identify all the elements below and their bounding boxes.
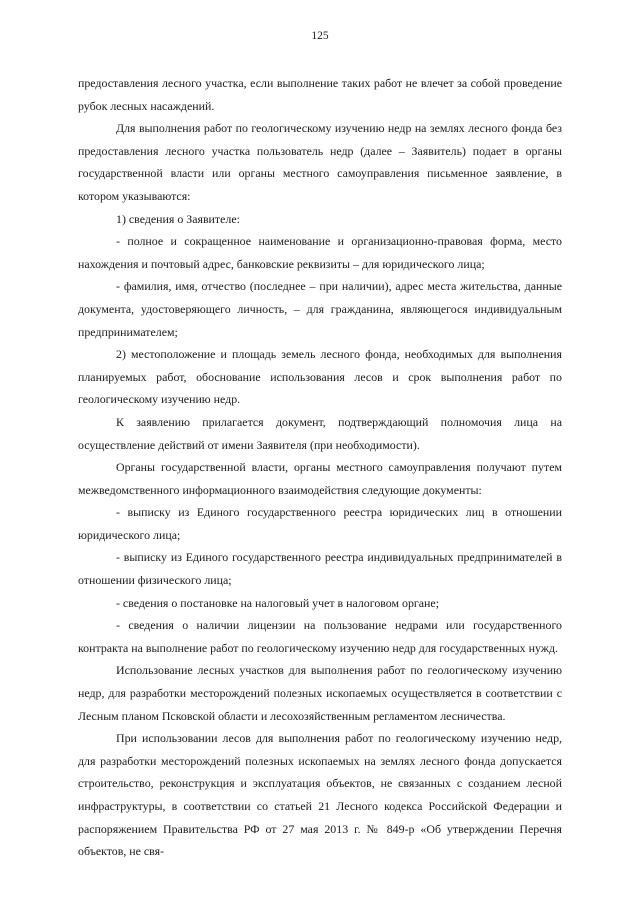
paragraph: Для выполнения работ по геологическому изучению недр на землях лесного фонда без предоставления лесного участка пользователь недр (далее – Заявитель) подает в органы государственной власти или органы местного самоуправления письменное заявление, в котором указываются: [78,121,562,203]
paragraph: Органы государственной власти, органы местного самоуправления получают путем межведомственного информационного взаимодействия следующие документы: [78,460,562,497]
page-number: 125 [311,30,329,42]
paragraph: - выписку из Единого государственного реестра индивидуальных предпринимателей в отношении физического лица; [78,550,562,588]
paragraph: предоставления лесного участка, если выполнение таких работ не влечет за собой проведение рубок лесных насаждений. [78,76,562,113]
paragraph: 1) сведения о Заявителе: [116,211,240,226]
paragraph: - выписку из Единого государственного реестра юридических лиц в отношении юридического лица; [78,505,562,542]
paragraph: - сведения о постановке на налоговый учет в налоговом органе; [116,595,439,610]
paragraph: Использование лесных участков для выполнения работ по геологическому изучению недр, для разработки месторождений полезных ископаемых осуществляется в соответствии с Лесным планом Псковской области и лесохозяйственным регламентом лесничества. [78,663,562,723]
paragraph: - фамилия, имя, отчество (последнее – при наличии), адрес места жительства, данные документа, удостоверяющего личность, – для гражданина, являющегося индивидуальным предпринимателем; [78,279,562,339]
document-text-body [78,72,562,863]
paragraph: При использовании лесов для выполнения работ по геологическому изучению недр, для разработки месторождений полезных ископаемых на землях лесного фонда допускается строительство, реконструкция и эксплуатация объектов, не связанных с созданием лесной инфраструктуры, в соответствии со статьей 21 Лесного кодекса Российской Федерации и распоряжением Правительства РФ от 27 мая 2013 г. № 849-р «Об утверждении Перечня объектов, не свя- [78,731,562,859]
paragraph: 2) местоположение и площадь земель лесного фонда, необходимых для выполнения планируемых работ, обоснование использования лесов и срок выполнения работ по геологическому изучению недр. [78,347,562,407]
paragraph: К заявлению прилагается документ, подтверждающий полномочия лица на осуществление действий от имени Заявителя (при необходимости). [78,414,562,452]
paragraph: - полное и сокращенное наименование и организационно-правовая форма, место нахождения и почтовый адрес, банковские реквизиты – для юридического лица; [78,234,562,271]
paragraph: - сведения о наличии лицензии на пользование недрами или государственного контракта на выполнение работ по геологическому изучению недр для государственных нужд. [78,618,562,655]
